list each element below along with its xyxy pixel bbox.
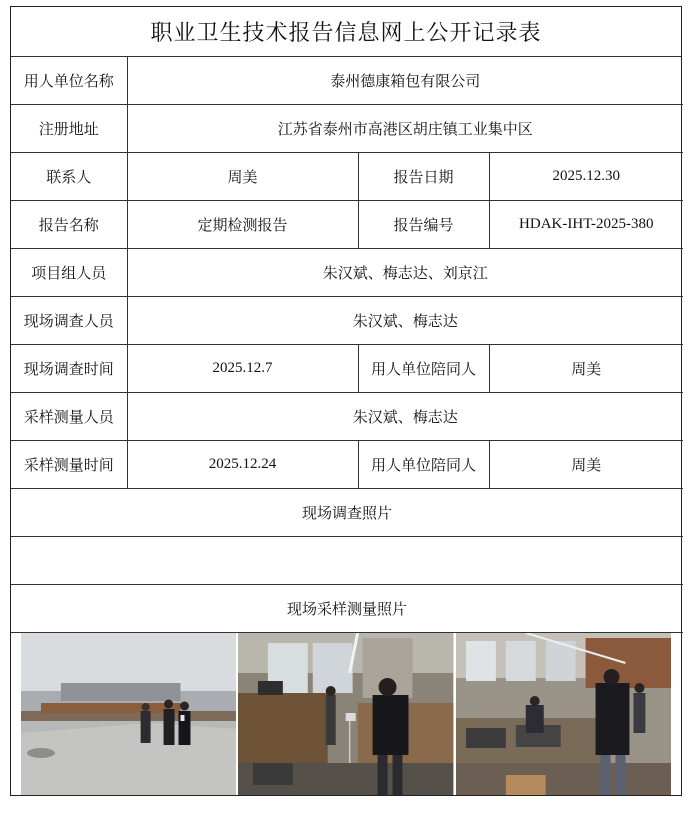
address-label: 注册地址 — [11, 105, 127, 153]
employer-value: 泰州德康箱包有限公司 — [127, 57, 683, 105]
table-row — [11, 57, 683, 105]
table-row — [11, 489, 683, 537]
team-value: 朱汉斌、梅志达、刘京江 — [127, 249, 683, 297]
table-row — [11, 441, 683, 489]
table-row — [11, 345, 683, 393]
employer-label: 用人单位名称 — [11, 57, 127, 105]
sampling-time-value: 2025.12.24 — [127, 441, 358, 489]
sampling-photos — [21, 633, 671, 795]
contact-label: 联系人 — [11, 153, 127, 201]
table-row — [11, 201, 683, 249]
table-row — [11, 249, 683, 297]
address-value: 江苏省泰州市高港区胡庄镇工业集中区 — [127, 105, 683, 153]
report-no-value: HDAK-IHT-2025-380 — [489, 201, 683, 249]
survey-time-label: 现场调查时间 — [11, 345, 127, 393]
report-no-label: 报告编号 — [358, 201, 489, 249]
sampling-escort-label: 用人单位陪同人 — [358, 441, 489, 489]
table-row — [11, 105, 683, 153]
survey-photos-label: 现场调查照片 — [11, 489, 683, 537]
report-date-label: 报告日期 — [358, 153, 489, 201]
photo-outdoor-yard — [21, 633, 236, 795]
table-row — [11, 153, 683, 201]
report-name-value: 定期检测报告 — [127, 201, 358, 249]
survey-photos-area — [11, 537, 683, 585]
sampling-photos-label: 现场采样测量照片 — [11, 585, 683, 633]
survey-escort-label: 用人单位陪同人 — [358, 345, 489, 393]
record-sheet — [10, 6, 682, 796]
table-row — [11, 297, 683, 345]
survey-staff-value: 朱汉斌、梅志达 — [127, 297, 683, 345]
survey-escort-value: 周美 — [489, 345, 683, 393]
sampling-escort-value: 周美 — [489, 441, 683, 489]
sampling-staff-value: 朱汉斌、梅志达 — [127, 393, 683, 441]
sampling-staff-label: 采样测量人员 — [11, 393, 127, 441]
sampling-time-label: 采样测量时间 — [11, 441, 127, 489]
table-row — [11, 537, 683, 585]
survey-staff-label: 现场调查人员 — [11, 297, 127, 345]
sheet-title: 职业卫生技术报告信息网上公开记录表 — [11, 7, 681, 57]
team-label: 项目组人员 — [11, 249, 127, 297]
report-name-label: 报告名称 — [11, 201, 127, 249]
table-row — [11, 585, 683, 633]
survey-time-value: 2025.12.7 — [127, 345, 358, 393]
table-row — [11, 393, 683, 441]
contact-value: 周美 — [127, 153, 358, 201]
photo-workshop-measuring — [238, 633, 453, 795]
report-date-value: 2025.12.30 — [489, 153, 683, 201]
photo-sewing-workshop — [456, 633, 671, 795]
record-table — [11, 57, 683, 633]
